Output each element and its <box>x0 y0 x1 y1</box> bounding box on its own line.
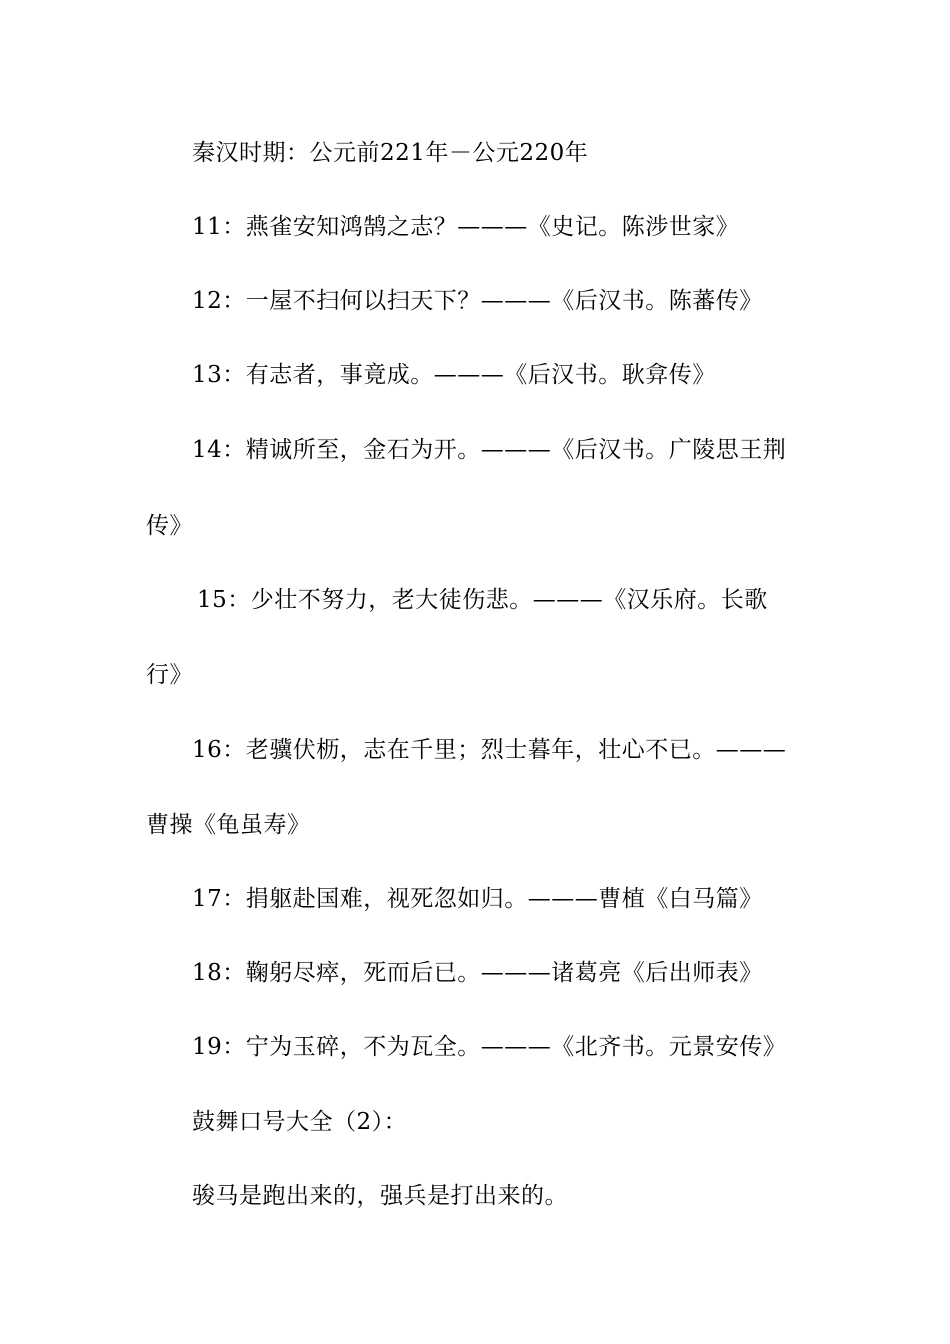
quote-line-14: 14：精诚所至，金石为开。———《后汉书。广陵思王荆 <box>192 437 787 463</box>
quote-line-14-continued: 传》 <box>146 513 193 539</box>
quote-line-16-continued: 曹操《龟虽寿》 <box>146 812 311 838</box>
quote-line-15-continued: 行》 <box>146 662 193 688</box>
quote-line-11: 11：燕雀安知鸿鹄之志？———《史记。陈涉世家》 <box>192 214 740 240</box>
quote-line-12: 12：一屋不扫何以扫天下？———《后汉书。陈蕃传》 <box>192 288 763 314</box>
quote-line-16: 16：老骥伏枥，志在千里；烈士暮年，壮心不已。——— <box>192 737 787 763</box>
quote-line-13: 13：有志者，事竟成。———《后汉书。耿弇传》 <box>192 362 716 388</box>
quote-line-15: 15：少壮不努力，老大徒伤悲。———《汉乐府。长歌 <box>197 587 768 613</box>
quote-line-17: 17：捐躯赴国难，视死忽如归。———曹植《白马篇》 <box>192 886 763 912</box>
section-heading-slogans: 鼓舞口号大全（2）： <box>192 1109 408 1135</box>
slogan-line-1: 骏马是跑出来的，强兵是打出来的。 <box>192 1183 568 1209</box>
quote-line-19: 19：宁为玉碎，不为瓦全。———《北齐书。元景安传》 <box>192 1034 787 1060</box>
section-heading-qin-han: 秦汉时期：公元前221年－公元220年 <box>192 140 589 166</box>
quote-line-18: 18：鞠躬尽瘁，死而后已。———诸葛亮《后出师表》 <box>192 960 763 986</box>
